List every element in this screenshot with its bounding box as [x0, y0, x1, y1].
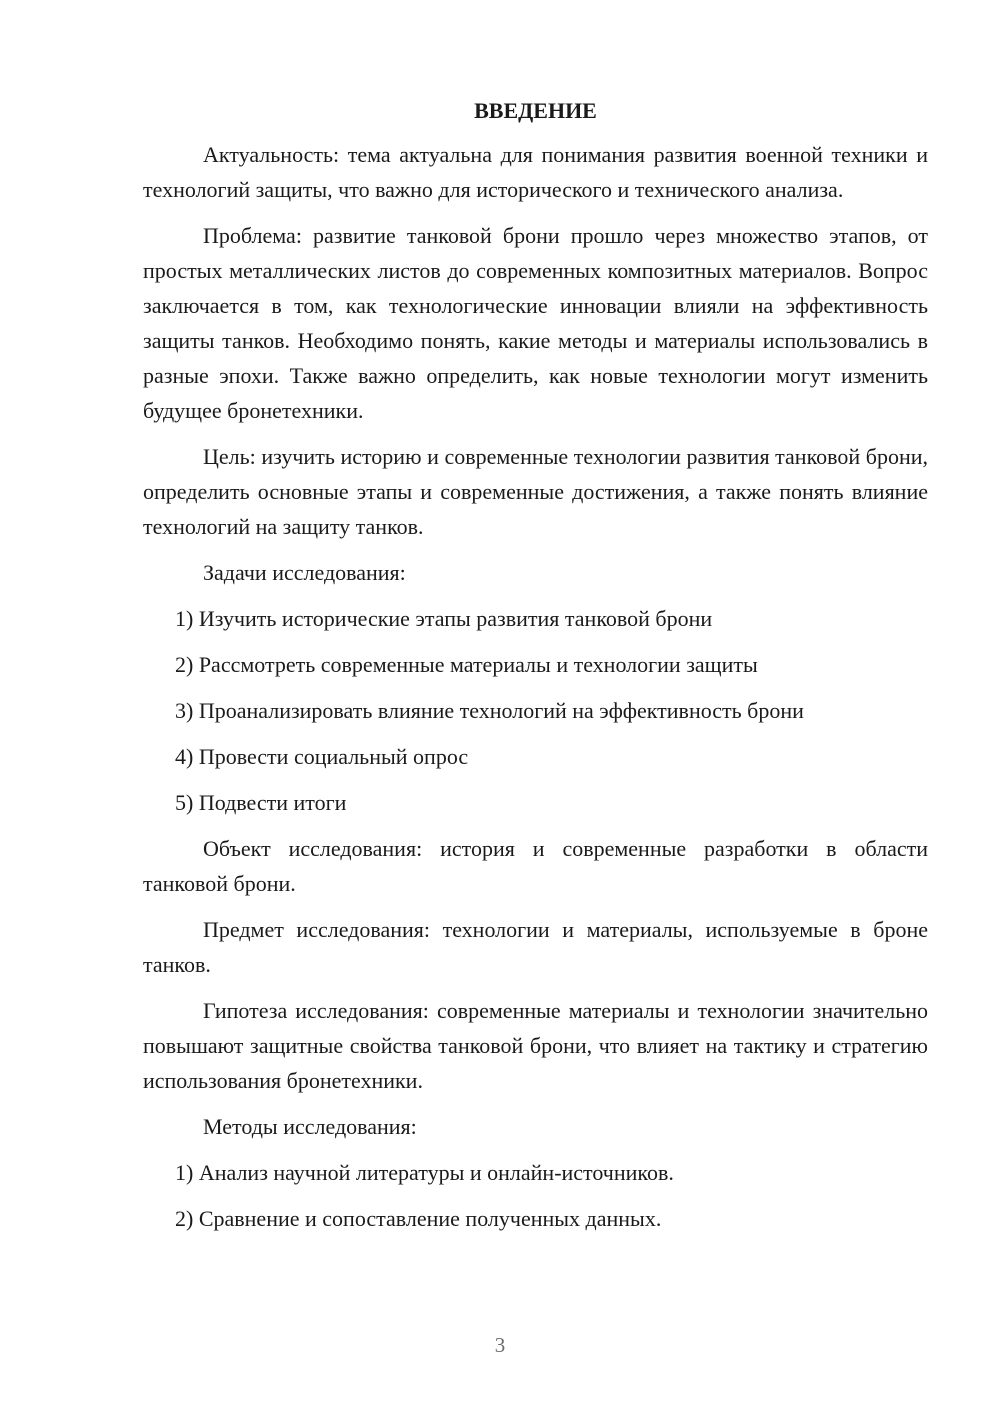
list-item: 5) Подвести итоги: [175, 790, 347, 815]
problem-paragraph: Проблема: развитие танковой брони прошло через множество этапов, от простых металлических листов до современных композитных материалов. Вопрос заключается в том, как технологические инновации влияли на эффективность защиты танков. Необходимо понять, какие методы и материалы использовались в разные эпохи. Также важно определить, как новые технологии могут изменить будущее бронетехники.: [143, 223, 928, 423]
list-item: 2) Сравнение и сопоставление полученных данных.: [175, 1206, 662, 1231]
section-title: ВВЕДЕНИЕ: [474, 98, 597, 123]
tasks-list: [143, 601, 928, 820]
relevance-paragraph: Актуальность: тема актуальна для понимания развития военной техники и технологий защиты, что важно для исторического и технического анализа.: [143, 142, 928, 202]
page-number: 3: [494, 1333, 506, 1357]
subject-paragraph: Предмет исследования: технологии и материалы, используемые в броне танков.: [143, 917, 928, 977]
hypothesis-paragraph: Гипотеза исследования: современные материалы и технологии значительно повышают защитные свойства танковой брони, что влияет на тактику и стратегию использования бронетехники.: [143, 998, 928, 1093]
list-item: 2) Рассмотреть современные материалы и технологии защиты: [175, 652, 758, 677]
methods-list: [143, 1155, 928, 1236]
object-paragraph: Объект исследования: история и современные разработки в области танковой брони.: [143, 836, 928, 896]
list-item: 3) Проанализировать влияние технологий на эффективность брони: [175, 698, 804, 723]
goal-paragraph: Цель: изучить историю и современные технологии развития танковой брони, определить основные этапы и современные достижения, а также понять влияние технологий на защиту танков.: [143, 444, 928, 539]
list-item: 4) Провести социальный опрос: [175, 744, 469, 769]
tasks-heading: Задачи исследования:: [203, 560, 406, 585]
list-item: 1) Анализ научной литературы и онлайн-источников.: [175, 1160, 674, 1185]
methods-heading: Методы исследования:: [203, 1114, 417, 1139]
list-item: 1) Изучить исторические этапы развития танковой брони: [175, 606, 713, 631]
document-page: [143, 96, 928, 1247]
